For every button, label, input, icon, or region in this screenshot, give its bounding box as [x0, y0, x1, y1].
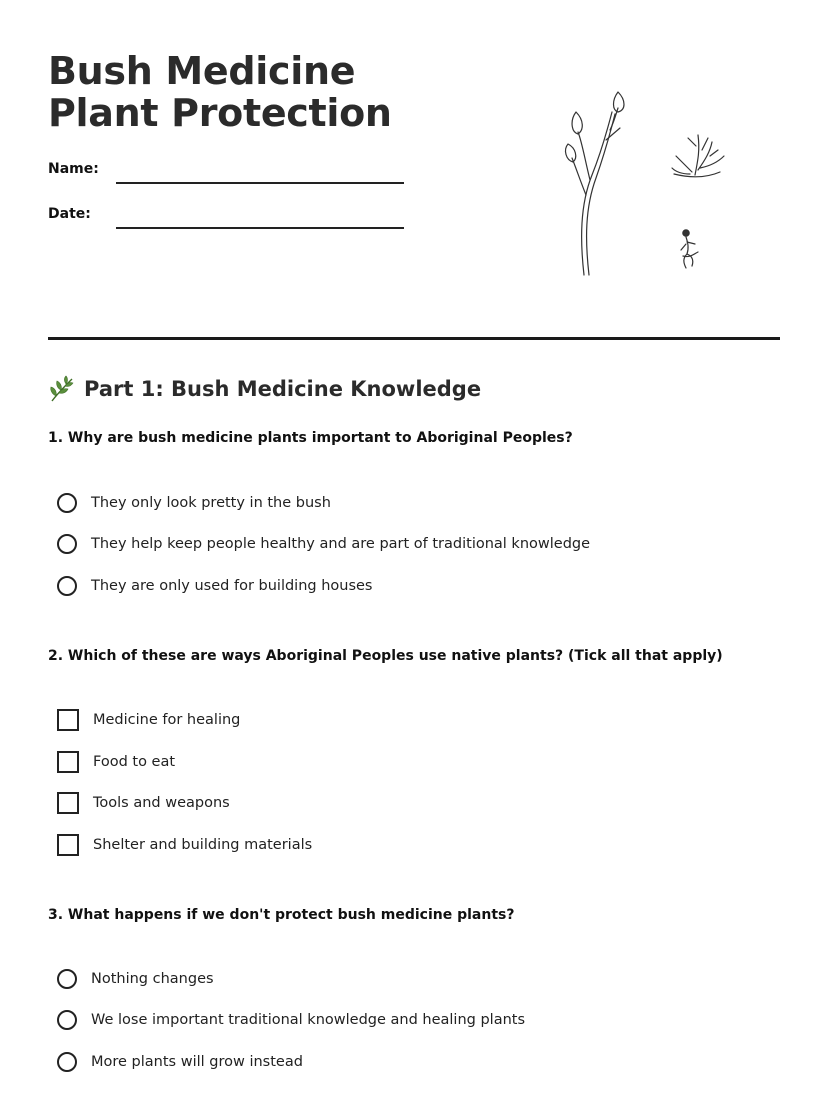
q2-option-1[interactable] — [57, 707, 240, 733]
q1-option-1[interactable] — [57, 490, 331, 516]
radio-button[interactable] — [57, 1010, 77, 1030]
option-label: Food to eat — [93, 754, 176, 770]
name-label: Name: — [48, 161, 99, 177]
section-heading-part1 — [48, 374, 481, 404]
q2-option-4[interactable] — [57, 832, 312, 858]
date-input-line[interactable] — [116, 227, 404, 229]
worksheet-title: Bush Medicine Plant Protection — [48, 49, 392, 135]
question-2: 2. Which of these are ways Aboriginal Peoples use native plants? (Tick all that apply) — [48, 648, 723, 664]
radio-button[interactable] — [57, 534, 77, 554]
option-label: We lose important traditional knowledge and healing plants — [91, 1012, 526, 1028]
sketch-plants-figure-icon — [540, 80, 740, 280]
q1-option-3[interactable] — [57, 573, 373, 599]
radio-button[interactable] — [57, 576, 77, 596]
name-field[interactable] — [48, 160, 408, 190]
question-1: 1. Why are bush medicine plants important to Aboriginal Peoples? — [48, 430, 573, 446]
leaf-herb-icon — [48, 375, 76, 403]
q1-option-2[interactable] — [57, 531, 590, 557]
option-label: Nothing changes — [91, 971, 214, 987]
option-label: Shelter and building materials — [93, 837, 313, 853]
checkbox[interactable] — [57, 834, 79, 856]
option-label: Medicine for healing — [93, 712, 241, 728]
question-3: 3. What happens if we don't protect bush medicine plants? — [48, 907, 515, 923]
date-field[interactable] — [48, 205, 408, 235]
q3-option-1[interactable] — [57, 966, 214, 992]
checkbox[interactable] — [57, 792, 79, 814]
option-label: Tools and weapons — [93, 795, 230, 811]
section-divider — [48, 337, 780, 340]
section-heading-text: Part 1: Bush Medicine Knowledge — [84, 377, 482, 401]
radio-button[interactable] — [57, 1052, 77, 1072]
option-label: They only look pretty in the bush — [91, 495, 331, 511]
radio-button[interactable] — [57, 969, 77, 989]
option-label: More plants will grow instead — [91, 1054, 303, 1070]
q2-option-2[interactable] — [57, 749, 175, 775]
radio-button[interactable] — [57, 493, 77, 513]
q3-option-2[interactable] — [57, 1007, 525, 1033]
q3-option-3[interactable] — [57, 1049, 303, 1075]
name-input-line[interactable] — [116, 182, 404, 184]
option-label: They are only used for building houses — [91, 578, 373, 594]
checkbox[interactable] — [57, 709, 79, 731]
date-label: Date: — [48, 206, 91, 222]
option-label: They help keep people healthy and are part of traditional knowledge — [91, 536, 591, 552]
checkbox[interactable] — [57, 751, 79, 773]
q2-option-3[interactable] — [57, 790, 230, 816]
